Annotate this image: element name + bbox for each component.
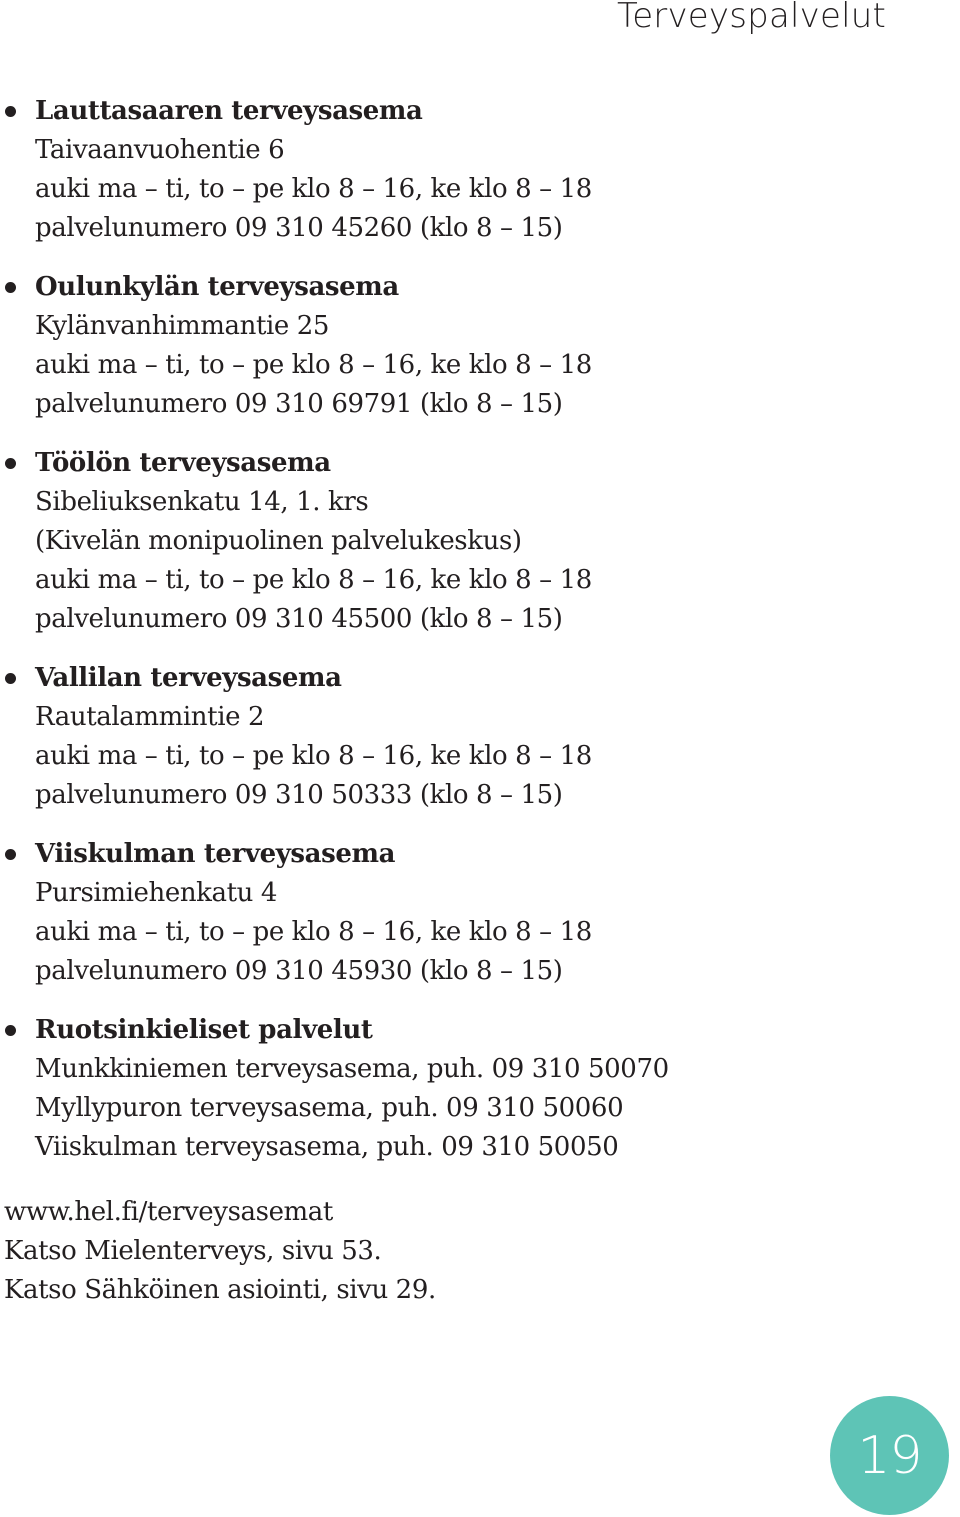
station-name: Vallilan terveysasema: [35, 663, 342, 693]
station-address: Taivaanvuohentie 6: [35, 135, 285, 165]
service-number: palvelunumero 09 310 69791 (klo 8 – 15): [35, 389, 563, 419]
station-name: Töölön terveysasema: [35, 448, 331, 478]
page-number-badge: [830, 1396, 949, 1515]
swedish-service-contact: Munkkiniemen terveysasema, puh. 09 310 50070: [35, 1054, 669, 1084]
station-name: Oulunkylän terveysasema: [35, 272, 399, 302]
service-number: palvelunumero 09 310 45260 (klo 8 – 15): [35, 213, 563, 243]
section-heading-swedish-services: Ruotsinkieliset palvelut: [35, 1015, 373, 1045]
cross-reference-note: Katso Mielenterveys, sivu 53.: [4, 1236, 382, 1266]
station-name: Viiskulman terveysasema: [35, 839, 396, 869]
bullet-icon: [5, 1025, 16, 1036]
section-title: Terveyspalvelut: [617, 0, 886, 36]
footer-notes: [4, 1193, 436, 1310]
swedish-service-contact: Viiskulman terveysasema, puh. 09 310 50050: [35, 1132, 619, 1162]
opening-hours: auki ma – ti, to – pe klo 8 – 16, ke klo 8 – 18: [35, 174, 592, 204]
swedish-service-contact: Myllypuron terveysasema, puh. 09 310 50060: [35, 1093, 624, 1123]
opening-hours: auki ma – ti, to – pe klo 8 – 16, ke klo 8 – 18: [35, 565, 592, 595]
list-item: [0, 268, 900, 424]
list-item: [0, 659, 900, 815]
list-item: [0, 92, 900, 248]
station-location-note: (Kivelän monipuolinen palvelukeskus): [35, 526, 522, 556]
bullet-icon: [5, 282, 16, 293]
service-number: palvelunumero 09 310 50333 (klo 8 – 15): [35, 780, 563, 810]
list-item: [0, 1011, 900, 1167]
health-station-list: [0, 92, 900, 1187]
list-item: [0, 444, 900, 639]
list-item: [0, 835, 900, 991]
page-number: 19: [857, 1425, 922, 1486]
service-number: palvelunumero 09 310 45930 (klo 8 – 15): [35, 956, 563, 986]
opening-hours: auki ma – ti, to – pe klo 8 – 16, ke klo 8 – 18: [35, 741, 592, 771]
bullet-icon: [5, 458, 16, 469]
station-address: Pursimiehenkatu 4: [35, 878, 278, 908]
station-address: Kylänvanhimmantie 25: [35, 311, 330, 341]
website-link[interactable]: www.hel.fi/terveysasemat: [4, 1197, 333, 1227]
service-number: palvelunumero 09 310 45500 (klo 8 – 15): [35, 604, 563, 634]
opening-hours: auki ma – ti, to – pe klo 8 – 16, ke klo 8 – 18: [35, 350, 592, 380]
bullet-icon: [5, 106, 16, 117]
station-name: Lauttasaaren terveysasema: [35, 96, 423, 126]
station-address: Sibeliuksenkatu 14, 1. krs: [35, 487, 369, 517]
bullet-icon: [5, 849, 16, 860]
cross-reference-note: Katso Sähköinen asiointi, sivu 29.: [4, 1275, 436, 1305]
opening-hours: auki ma – ti, to – pe klo 8 – 16, ke klo 8 – 18: [35, 917, 592, 947]
bullet-icon: [5, 673, 16, 684]
station-address: Rautalammintie 2: [35, 702, 265, 732]
